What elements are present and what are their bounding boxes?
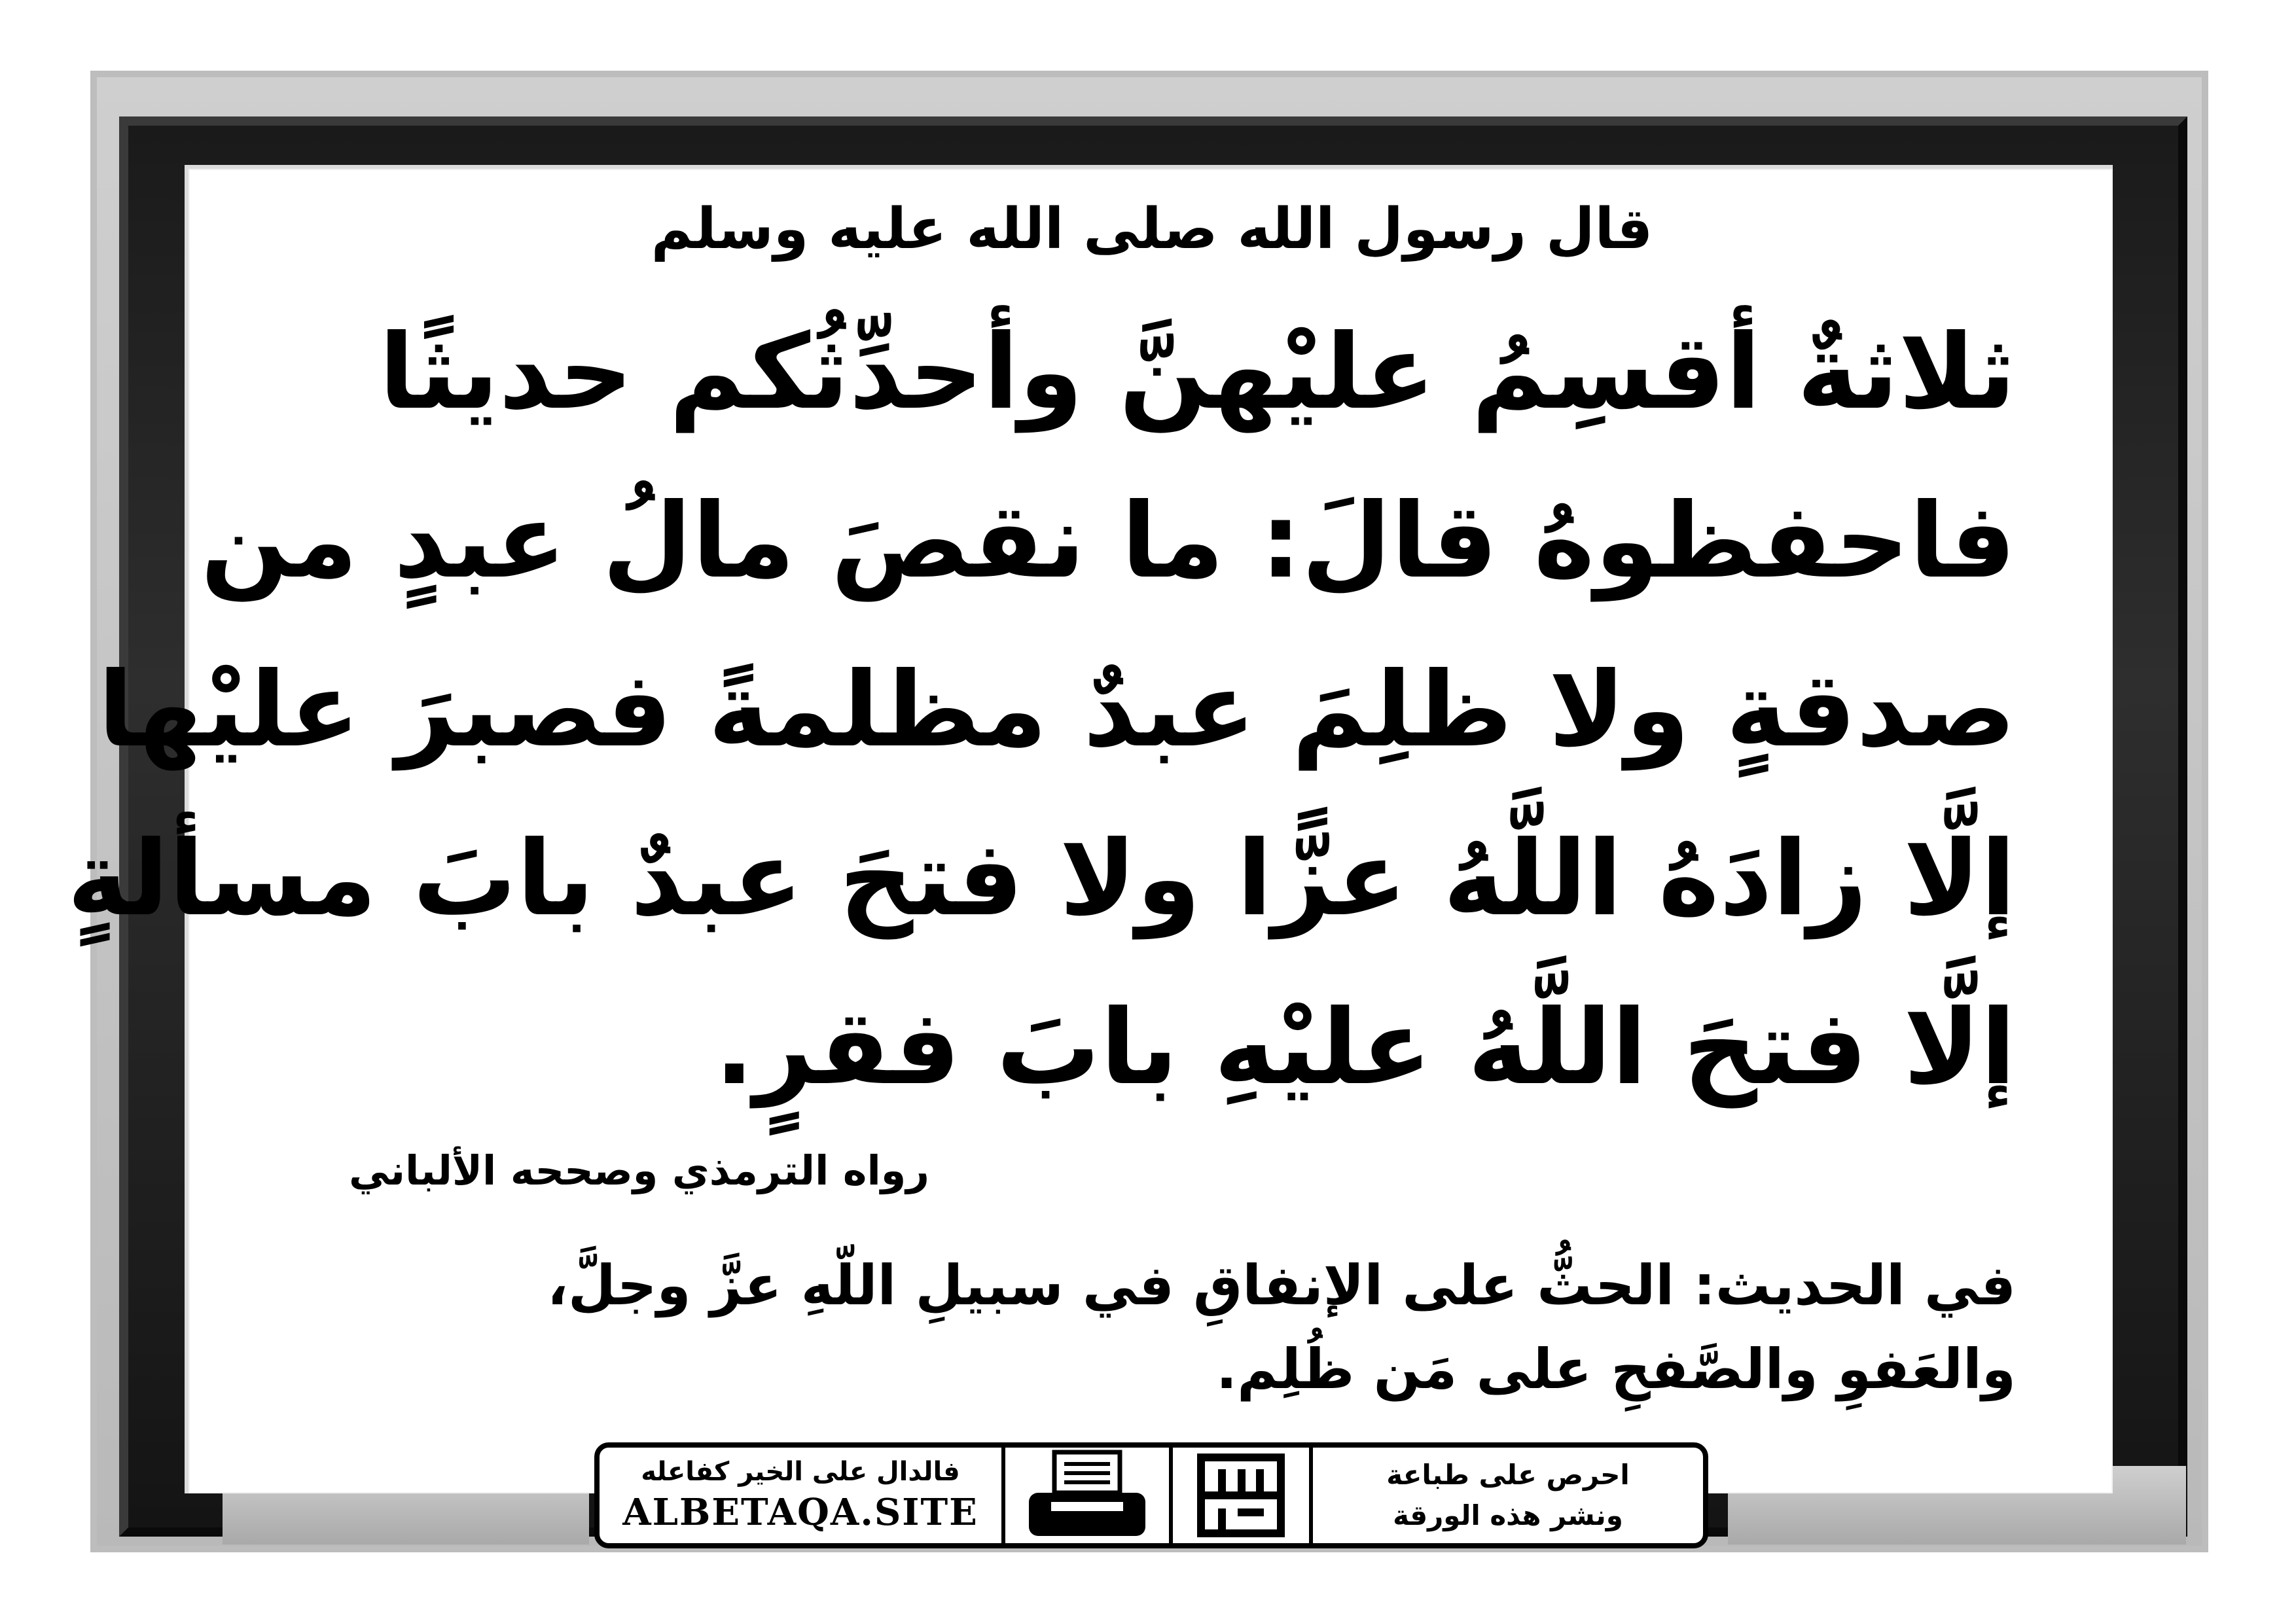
footer-bar [594, 1442, 1708, 1548]
printer-icon [1025, 1450, 1149, 1541]
logo-block [1169, 1448, 1313, 1543]
site-block[interactable] [600, 1448, 1005, 1543]
attribution-heading: قال رسول الله صلى الله عليه وسلم [651, 196, 1653, 262]
commentary-text [275, 1243, 2016, 1420]
commentary-line: والعَفوِ والصَّفحِ على مَن ظُلِم. [1216, 1337, 2016, 1401]
invite-line-2: ونشر هذه الورقة [1393, 1499, 1623, 1531]
hadith-source: رواه الترمذي وصححه الألباني [349, 1147, 929, 1194]
commentary-line: في الحديث: الحثُّ على الإنفاقِ في سبيلِ اللّهِ عزَّ وجلَّ، [547, 1253, 2016, 1317]
hadith-text [67, 288, 2016, 1139]
hadith-line: إلَّا فتحَ اللَّهُ عليْهِ بابَ فقرٍ. [714, 988, 2016, 1108]
printer-block [1005, 1448, 1169, 1543]
site-slogan: فالدال على الخير كفاعله [641, 1457, 960, 1487]
hadith-line: إلَّا زادَهُ اللَّهُ عزًّا ولا فتحَ عبدٌ بابَ مسألةٍ [67, 819, 2016, 939]
hadith-line: فاحفظوهُ قالَ: ما نقصَ مالُ عبدٍ من [200, 481, 2016, 601]
invite-line-1: احرص على طباعة [1386, 1459, 1630, 1491]
hadith-line: صدقةٍ ولا ظلِمَ عبدٌ مظلمةً فصبرَ عليْها [98, 650, 2016, 770]
site-url-link[interactable]: ALBETAQA.SITE [622, 1491, 978, 1534]
hadith-line: ثلاثةٌ أقسِمُ عليْهنَّ وأحدِّثُكم حديثًا [378, 312, 2016, 433]
dawa-logo-icon [1192, 1450, 1290, 1541]
invite-block [1313, 1448, 1703, 1543]
